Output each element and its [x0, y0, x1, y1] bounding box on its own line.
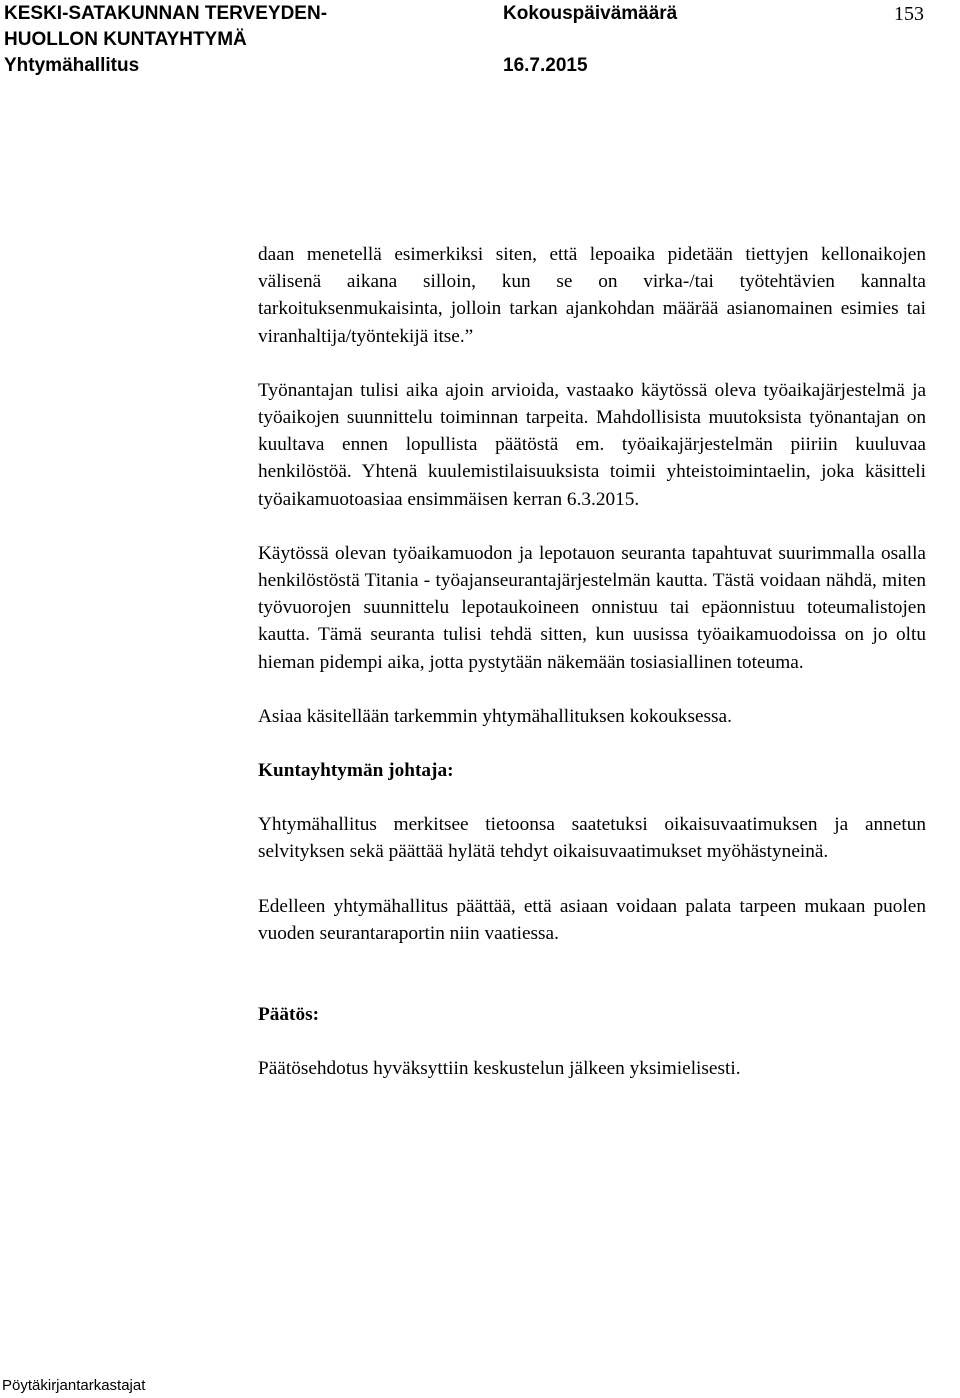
paragraph-follow-up: Edelleen yhtymähallitus päättää, että asiaan voidaan palata tarpeen mukaan puolen vuoden seurantaraportin niin vaatiessa. — [258, 895, 926, 944]
minutes-body — [258, 241, 926, 1082]
paragraph-further-handling: Asiaa käsitellään tarkemmin yhtymähallituksen kokouksessa. — [258, 705, 732, 727]
organization-name-line1: KESKI-SATAKUNNAN TERVEYDEN- — [4, 3, 328, 24]
governing-body-name: Yhtymähallitus — [4, 55, 140, 76]
heading-director: Kuntayhtymän johtaja: — [258, 760, 454, 782]
paragraph-monitoring: Käytössä olevan työaikamuodon ja lepotauon seuranta tapahtuvat suurimmalla osalla henkilöstöstä Titania - työajanseurantajärjestelmän kautta. Tästä voidaan nähdä, miten työvuorojen suunnittelu lepotaukoineen onnistuu tai epäonnistuu toteumalistojen kautta. Tämä seuranta tulisi tehdä sitten, kun uusissa työaikamuodoissa on jo oltu hieman pidempi aika, jotta pystytään näkemään tosiasiallinen toteuma. — [258, 542, 926, 673]
paragraph-decision: Päätösehdotus hyväksyttiin keskustelun jälkeen yksimielisesti. — [258, 1058, 741, 1080]
meeting-date-label: Kokouspäivämäärä — [503, 3, 678, 24]
footer-minutes-checkers: Pöytäkirjantarkastajat — [2, 1377, 146, 1394]
meeting-date: 16.7.2015 — [503, 55, 588, 76]
paragraph-rest-period-quote: daan menetellä esimerkiksi siten, että lepoaika pidetään tiettyjen kellonaikojen välisenä aikana silloin, kun se on virka-/tai työtehtävien kannalta tarkoituksenmukaisinta, jolloin tarkan ajankohdan määrää asianomainen esimies tai viranhaltija/työntekijä itse.” — [258, 244, 926, 347]
page-number: 153 — [894, 3, 924, 25]
paragraph-proposal: Yhtymähallitus merkitsee tietoonsa saatetuksi oikaisuvaatimuksen ja annetun selvityksen sekä päättää hylätä tehdyt oikaisuvaatimukset myöhästyneinä. — [258, 814, 926, 863]
heading-decision: Päätös: — [258, 1004, 320, 1026]
paragraph-employer-evaluation: Työnantajan tulisi aika ajoin arvioida, vastaako käytössä oleva työaikajärjestelmä ja työaikojen suunnittelu toiminnan tarpeita. Mahdollisista muutoksista työnantajan on kuultava ennen lopullista päätöstä em. työaikajärjestelmän piiriin kuuluvaa henkilöstöä. Yhtenä kuulemistilaisuuksista toimii yhteistoimintaelin, joka käsitteli työaikamuotoasiaa ensimmäisen kerran 6.3.2015. — [258, 379, 926, 510]
organization-name-line2: HUOLLON KUNTAYHTYMÄ — [4, 29, 247, 50]
